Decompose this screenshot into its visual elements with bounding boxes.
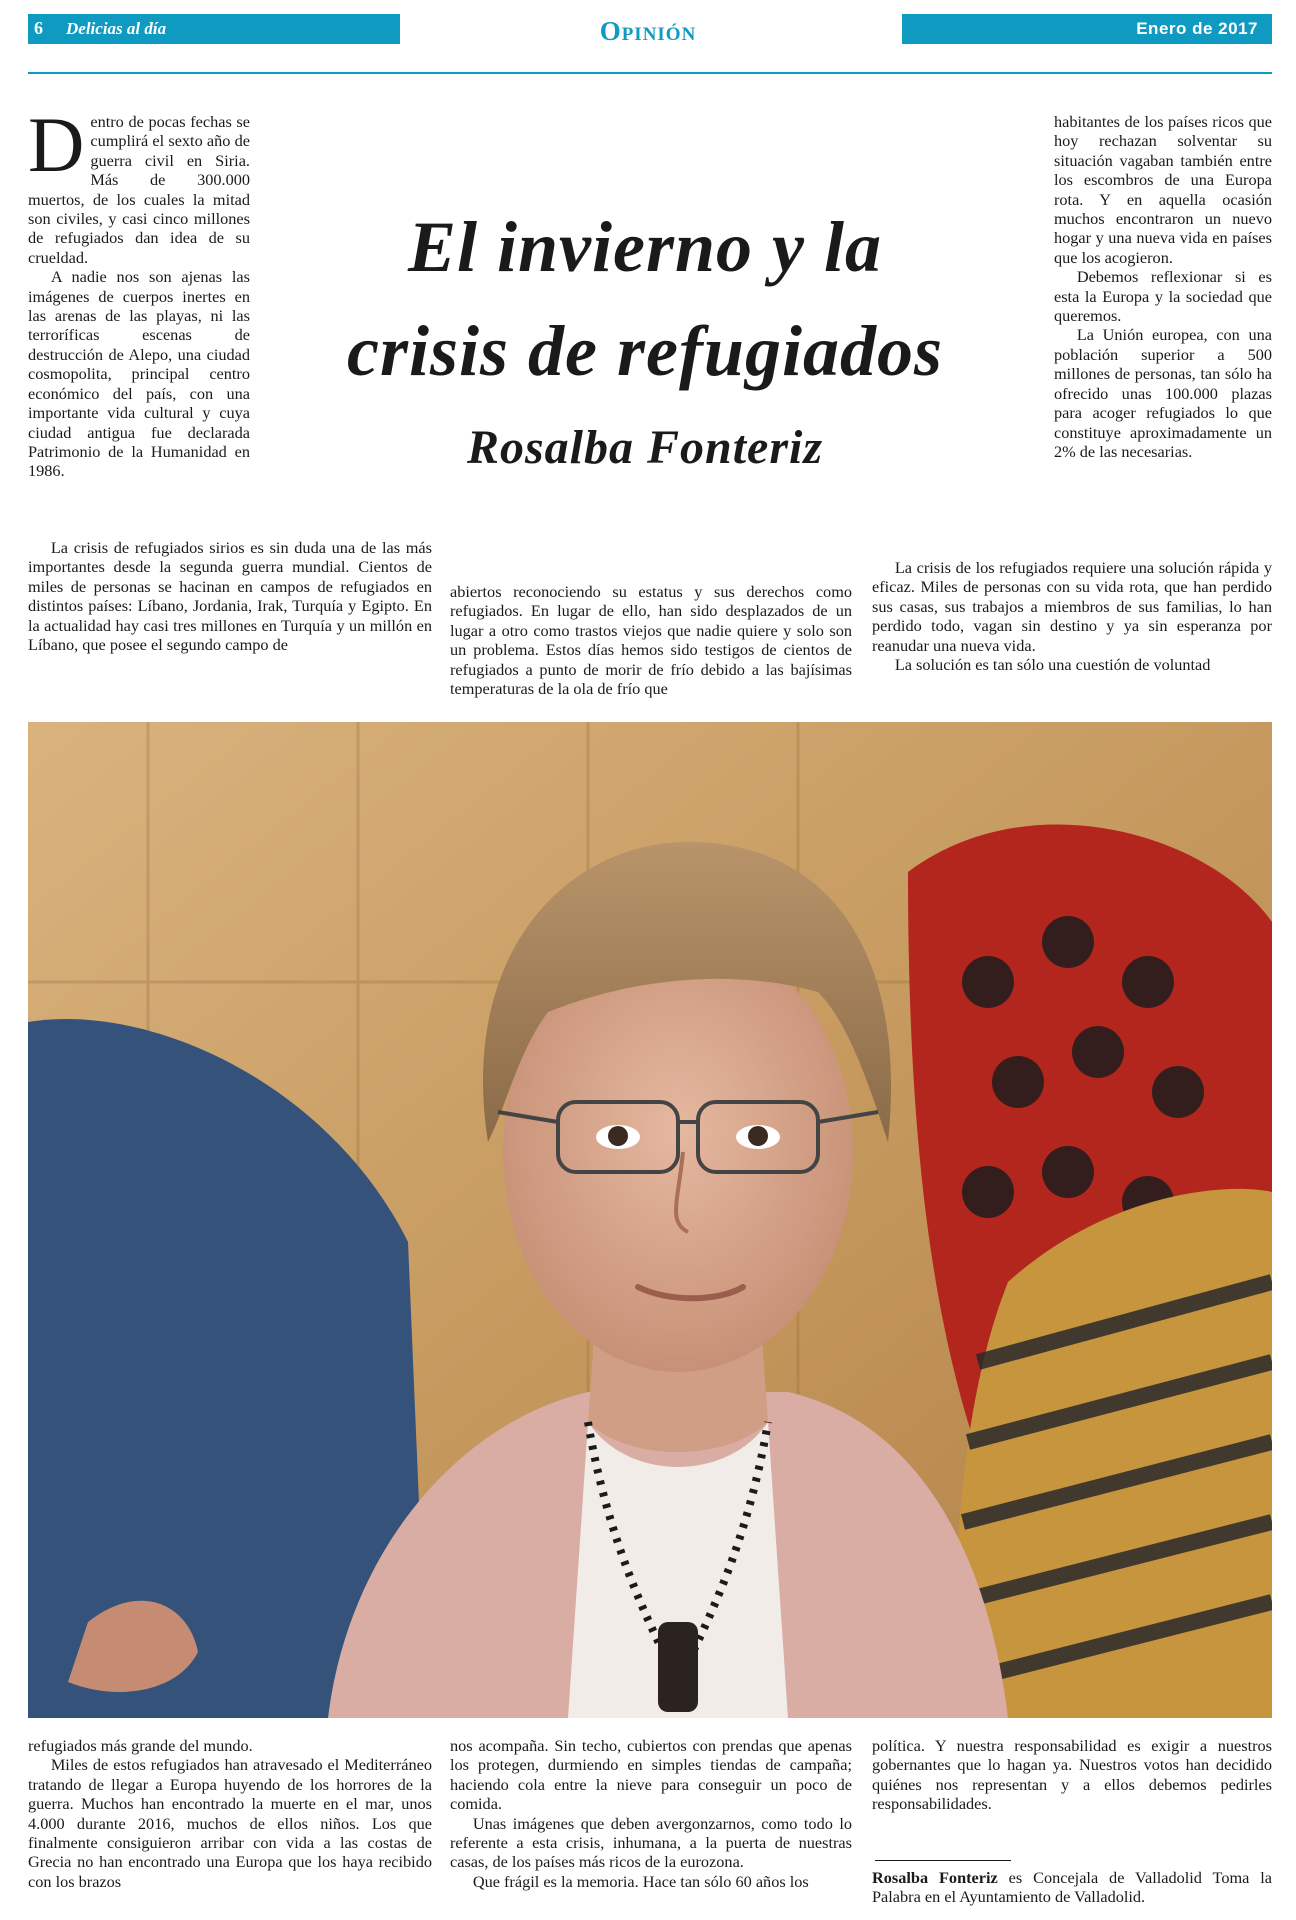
column-1-top-wide: [28, 538, 432, 654]
paragraph: política. Y nuestra responsabilidad es exigir a nuestros gobernantes que lo hagan ya. Nuestros votos han decidido quiénes nos representan y a ellos debemos pedirles responsabilidades.: [872, 1736, 1272, 1814]
paragraph: Unas imágenes que deben avergonzarnos, como todo lo referente a esta crisis, inhumana, a la puerta de nuestras casas, de los países más ricos de la eurozona.: [450, 1813, 852, 1872]
header-bar-right: [902, 14, 1272, 44]
paragraph: La Unión europea, con una población superior a 500 millones de personas, tan sólo ha ofrecido unas 100.000 plazas para acoger refugiados lo que constituye aproximadamente un 2% de las necesarias.: [1054, 325, 1272, 461]
paragraph: Que frágil es la memoria. Hace tan sólo 60 años los: [472, 1871, 809, 1891]
drop-cap: D: [28, 101, 85, 188]
column-2-top: [450, 582, 852, 698]
paragraph: La crisis de refugiados sirios es sin duda una de las más importantes desde la segunda guerra mundial. Cientos de miles de personas se hacinan en campos de refugiados en distintos países: Líbano, Jordania, Irak, Turquía y Egipto. En la actualidad hay casi tres millones en Turquía y un millón en Líbano, que posee el segundo campo de: [28, 538, 432, 655]
paragraph: Debemos reflexionar si es esta la Europa y la sociedad que queremos.: [1054, 267, 1272, 326]
bio-divider: [875, 1860, 1011, 1861]
column-2-bottom: [450, 1736, 852, 1891]
author-byline: Rosalba Fonteriz: [466, 421, 824, 474]
publication-name: Delicias al día: [66, 19, 167, 38]
paragraph: Miles de estos refugiados han atravesado el Mediterráneo tratando de llegar a Europa huyendo de los horrores de la guerra. Muchos han encontrado la muerte en el mar, unos 4.000 durante 2016, muchos de ellos niños. Los que finalmente consiguieron arribar con vida a las costas de Grecia no han encontrado una Europa que los haya recibido con los brazos: [28, 1755, 432, 1891]
paragraph: Dentro de pocas fechas se cumplirá el sexto año de guerra civil en Siria. Más de 300.000 muertos, de los cuales la mitad son civiles, y casi cinco millones de refugiados dan idea de su crueldad.: [28, 101, 250, 267]
paragraph: habitantes de los países ricos que hoy rechazan solventar su situación vagaban también entre los escombros de una Europa rota. Y en aquella ocasión muchos encontraron un nuevo hogar y una nueva vida en países que los acogieron.: [1054, 112, 1272, 267]
bio-text: es Concejala de Valladolid Toma la Palabra en el Ayuntamiento de Valladolid.: [872, 1868, 1272, 1907]
article-title: [250, 195, 1040, 403]
paragraph: nos acompaña. Sin techo, cubiertos con prendas que apenas los protegen, durmiendo en simples tiendas de campaña; haciendo cola entre la nieve para conseguir un poco de comida.: [450, 1736, 852, 1814]
issue-date: Enero de 2017: [1136, 19, 1258, 38]
title-line: El invierno y la: [407, 207, 882, 287]
header-divider: [28, 72, 1272, 74]
paragraph: La crisis de los refugiados requiere una solución rápida y eficaz. Miles de personas con su vida rota, que han perdido sus casas, sus trabajos a miembros de sus familias, lo han perdido todo, vagan sin destino y ya sin esperanza por reanudar una nueva vida.: [872, 558, 1272, 655]
section-title: Opinión: [599, 16, 697, 46]
title-line: crisis de refugiados: [347, 311, 943, 391]
column-1-bottom: [28, 1736, 432, 1891]
page-number: 6: [34, 18, 43, 38]
paragraph: A nadie nos son ajenas las imágenes de cuerpos inertes en las arenas de las playas, ni las terroríficas escenas de destrucción de Alepo, una ciudad cosmopolita, principal centro económico del país, con una importante vida cultural y cuya ciudad antigua fue declarada Patrimonio de la Humanidad en 1986.: [28, 267, 250, 481]
author-photo: [28, 722, 1272, 1718]
bio-name: Rosalba Fonteriz: [872, 1868, 998, 1887]
paragraph: La solución es tan sólo una cuestión de voluntad: [894, 655, 1211, 675]
paragraph: refugiados más grande del mundo.: [28, 1736, 253, 1755]
column-3-bottom: [872, 1736, 1272, 1814]
author-bio: [872, 1868, 1272, 1907]
column-3-top-wide: [872, 558, 1272, 674]
column-3-top-narrow: [1054, 112, 1272, 461]
paragraph: [872, 1868, 1272, 1907]
portrait-illustration: [28, 722, 1272, 1718]
column-1-top-narrow: [28, 101, 250, 481]
paragraph: abiertos reconociendo su estatus y sus derechos como refugiados. En lugar de ello, han sido desplazados de un lugar a otro como trastos viejos que nadie quiere y solo son un problema. Estos días hemos sido testigos de cientos de refugiados a punto de morir de frío debido a las bajísimas temperaturas de la ola de frío que: [450, 582, 852, 699]
